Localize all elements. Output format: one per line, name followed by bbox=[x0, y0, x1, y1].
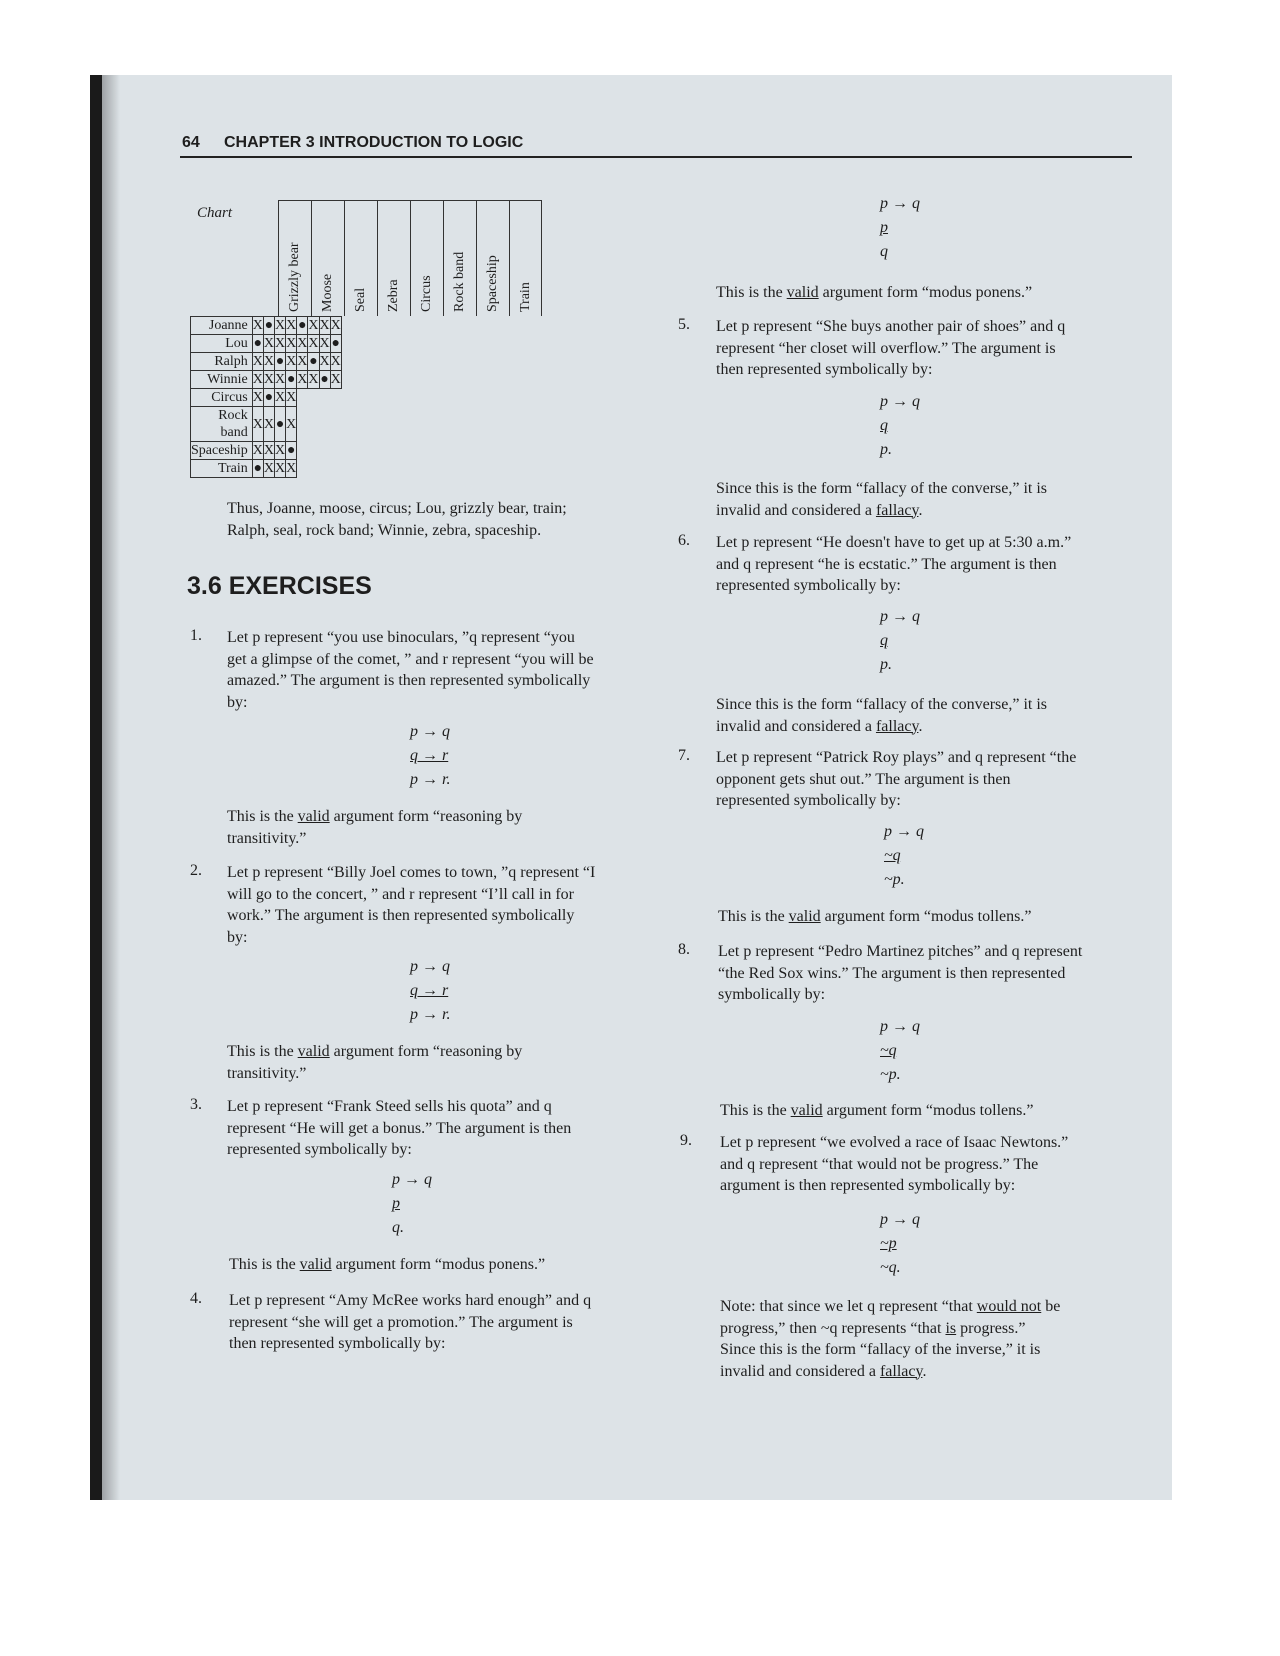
comment-text: This is the bbox=[718, 908, 789, 925]
exercise-text bbox=[718, 941, 1082, 1006]
chart-cell: X bbox=[252, 354, 263, 369]
chart-row bbox=[191, 353, 342, 371]
premise-1: p → q bbox=[410, 723, 450, 740]
exercise-text bbox=[227, 627, 594, 713]
chart-column-header bbox=[410, 200, 443, 316]
exercise-comment bbox=[716, 282, 1032, 304]
chart-cell: X bbox=[275, 372, 286, 387]
empty-cell bbox=[330, 407, 341, 442]
chart-cell: X bbox=[275, 461, 286, 476]
header-rule bbox=[180, 156, 1132, 158]
empty-cell bbox=[330, 442, 341, 460]
chart-cell: X bbox=[330, 354, 341, 369]
row-label: Joanne bbox=[191, 317, 253, 335]
comment-text: argument form “reasoning by bbox=[329, 1043, 523, 1060]
empty-cell bbox=[308, 442, 319, 460]
chart-cell: X bbox=[297, 354, 308, 369]
comment-text: This is the bbox=[716, 284, 787, 301]
chart-cell: X bbox=[319, 336, 330, 351]
argument-form bbox=[884, 820, 934, 892]
note-underlined: would not bbox=[976, 1298, 1042, 1315]
exercise-comment bbox=[227, 1041, 522, 1084]
column-label: Moose bbox=[320, 273, 335, 312]
comment-text: argument form “modus tollens.” bbox=[820, 908, 1032, 925]
exercise-number: 4. bbox=[190, 1290, 202, 1307]
premise-2: ~p bbox=[880, 1235, 897, 1252]
argument-form bbox=[392, 1168, 436, 1240]
text-line: argument is then represented symbolically by: bbox=[720, 1177, 1016, 1194]
premise-2: q → r bbox=[410, 982, 449, 999]
valid-word: valid bbox=[790, 1102, 823, 1119]
chart-cell: X bbox=[308, 318, 319, 333]
column-label: Train bbox=[517, 282, 533, 312]
argument-form bbox=[410, 955, 450, 1027]
chart-label: Chart bbox=[197, 205, 233, 221]
text-line: represented symbolically by: bbox=[227, 1141, 412, 1158]
chart-cell: X bbox=[286, 390, 297, 405]
text-line: then represented symbolically by: bbox=[716, 361, 933, 378]
comment-text: transitivity.” bbox=[227, 829, 307, 847]
text-line: Let p represent “He doesn't have to get up at 5:30 a.m.” bbox=[716, 534, 1072, 551]
comment-text: invalid and considered a bbox=[716, 717, 876, 735]
note-text: progress.” bbox=[956, 1319, 1026, 1337]
premise-2: q → r bbox=[410, 747, 449, 764]
exercise-number: 8. bbox=[678, 941, 690, 958]
conclusion: ~p. bbox=[884, 871, 905, 888]
comment-text: argument form “modus ponens.” bbox=[818, 284, 1033, 301]
empty-cell bbox=[308, 460, 319, 478]
note-text: progress,” then ~q represents “that bbox=[720, 1319, 946, 1337]
empty-cell bbox=[319, 442, 330, 460]
empty-cell bbox=[297, 442, 308, 460]
conclusion: ~p. bbox=[880, 1066, 901, 1083]
comment-text: argument form “reasoning by bbox=[329, 808, 523, 825]
empty-cell bbox=[319, 460, 330, 478]
premise-1: p → q bbox=[880, 195, 920, 212]
chart-column-header bbox=[476, 200, 509, 316]
page-number: 64 bbox=[182, 134, 200, 151]
comment-text: This is the bbox=[720, 1102, 791, 1119]
text-line: by: bbox=[227, 693, 248, 711]
exercise-number: 1. bbox=[190, 627, 202, 644]
conclusion: q. bbox=[392, 1219, 404, 1236]
text-line: by: bbox=[227, 928, 248, 946]
argument-form bbox=[880, 1208, 930, 1280]
empty-cell bbox=[308, 407, 319, 442]
empty-cell bbox=[308, 389, 319, 407]
chart-cell: X bbox=[252, 318, 263, 333]
chart-cell: X bbox=[330, 372, 341, 387]
empty-cell bbox=[319, 389, 330, 407]
exercise-note bbox=[720, 1296, 1060, 1382]
exercise-comment bbox=[718, 906, 1031, 928]
exercise-comment bbox=[720, 1100, 1033, 1122]
exercise-number: 6. bbox=[678, 532, 690, 549]
row-label: Train bbox=[191, 460, 253, 478]
chart-cell: X bbox=[308, 336, 319, 351]
fallacy-word: fallacy bbox=[875, 717, 919, 735]
chart-cell: ● bbox=[275, 354, 285, 369]
conclusion: p. bbox=[880, 656, 892, 673]
text-line: work.” The argument is then represented symbolically bbox=[227, 907, 575, 924]
column-label: Circus bbox=[419, 275, 434, 312]
empty-cell bbox=[297, 407, 308, 442]
chart-cell: X bbox=[297, 372, 308, 387]
column-label: Seal bbox=[353, 287, 368, 312]
premise-2: ~q bbox=[880, 1042, 897, 1059]
premise-1: p → q bbox=[880, 1018, 920, 1035]
row-label: Spaceship bbox=[191, 442, 253, 460]
exercise-number: 9. bbox=[680, 1132, 692, 1149]
exercise-number: 5. bbox=[678, 316, 690, 333]
exercise-number: 7. bbox=[678, 747, 690, 764]
text-line: then represented symbolically by: bbox=[229, 1335, 446, 1352]
chart-cell: ● bbox=[264, 318, 274, 333]
comment-text: . bbox=[918, 501, 923, 519]
chart-column-header bbox=[377, 200, 410, 316]
exercise-comment bbox=[227, 806, 522, 849]
note-underlined: is bbox=[945, 1319, 957, 1337]
chart-row bbox=[191, 407, 342, 442]
chart-column-header bbox=[344, 200, 377, 316]
row-label: Winnie bbox=[191, 371, 253, 389]
exercise-text bbox=[227, 1096, 571, 1161]
exercise-text bbox=[716, 532, 1071, 597]
text-line: Let p represent “She buys another pair of shoes” and q bbox=[716, 318, 1066, 335]
exercise-text bbox=[716, 316, 1065, 381]
column-label: Zebra bbox=[386, 279, 401, 312]
chapter-title: CHAPTER 3 INTRODUCTION TO LOGIC bbox=[224, 134, 524, 151]
chart-column-header bbox=[278, 200, 311, 316]
text-line: and q represent “that would not be progress.” The bbox=[720, 1155, 1039, 1173]
text-line: “the Red Sox wins.” The argument is then represented bbox=[718, 964, 1066, 982]
chart-cell: ● bbox=[286, 372, 296, 387]
fallacy-word: fallacy bbox=[875, 501, 919, 519]
chart-cell: X bbox=[252, 407, 263, 442]
chart-cell: ● bbox=[253, 336, 263, 351]
text-line: represented symbolically by: bbox=[716, 577, 901, 594]
chart-row bbox=[191, 389, 342, 407]
text-line: Let p represent “Amy McRee works hard enough” and q bbox=[229, 1292, 592, 1309]
conclusion: p. bbox=[880, 441, 892, 458]
comment-text: argument form “modus tollens.” bbox=[822, 1102, 1034, 1119]
chart-grid bbox=[190, 316, 342, 478]
premise-2: p bbox=[392, 1195, 400, 1212]
chart-cell: X bbox=[275, 318, 286, 333]
chart-cell: X bbox=[263, 372, 275, 387]
empty-cell bbox=[330, 389, 341, 407]
chart-cell: ● bbox=[320, 372, 329, 387]
argument-form bbox=[880, 192, 924, 264]
valid-word: valid bbox=[297, 808, 330, 825]
premise-2: q bbox=[880, 417, 888, 434]
chart-cell: ● bbox=[264, 390, 274, 405]
text-line: represent “her closet will overflow.” The argument is bbox=[716, 339, 1056, 357]
valid-word: valid bbox=[299, 1256, 332, 1273]
row-label: Lou bbox=[191, 335, 253, 353]
exercise-text bbox=[227, 862, 595, 948]
chart-cell: ● bbox=[331, 336, 340, 351]
text-line: represent “He will get a bonus.” The argument is then bbox=[227, 1119, 572, 1137]
chart-column-header bbox=[509, 200, 542, 316]
comment-text: Since this is the form “fallacy of the converse,” it is bbox=[716, 480, 1048, 497]
premise-1: p → q bbox=[880, 1211, 920, 1228]
empty-cell bbox=[319, 407, 330, 442]
exercise-text bbox=[716, 747, 1076, 812]
premise-1: p → q bbox=[880, 608, 920, 625]
text-line: represent “she will get a promotion.” The argument is bbox=[229, 1313, 573, 1331]
exercise-comment bbox=[716, 694, 1047, 737]
page-header bbox=[182, 134, 1130, 156]
row-label: Ralph bbox=[191, 353, 253, 371]
conclusion-line: Ralph, seal, rock band; Winnie, zebra, spaceship. bbox=[227, 521, 542, 539]
exercise-text bbox=[229, 1290, 591, 1355]
exercise-comment bbox=[716, 478, 1047, 521]
note-text: be bbox=[1041, 1298, 1061, 1315]
text-line: symbolically by: bbox=[718, 986, 826, 1003]
chart-cell: ● bbox=[298, 318, 307, 333]
exercise-comment bbox=[229, 1254, 545, 1276]
comment-text: This is the bbox=[227, 808, 298, 825]
chart-cell: ● bbox=[253, 461, 263, 476]
comment-text: invalid and considered a bbox=[716, 501, 876, 519]
note-text: invalid and considered a bbox=[720, 1362, 880, 1380]
chart-cell: X bbox=[330, 318, 341, 333]
chart-cell: X bbox=[263, 354, 275, 369]
text-line: get a glimpse of the comet, ” and r represent “you will be bbox=[227, 650, 594, 668]
conclusion: p → r. bbox=[410, 1006, 451, 1023]
text-line: Let p represent “we evolved a race of Isaac Newtons.” bbox=[720, 1134, 1069, 1151]
exercise-number: 3. bbox=[190, 1096, 202, 1113]
premise-1: p → q bbox=[884, 823, 924, 840]
text-line: will go to the concert, ” and r represent “I’ll call in for bbox=[227, 885, 574, 903]
chart-row bbox=[191, 460, 342, 478]
note-text: . bbox=[922, 1362, 927, 1380]
binding-shadow bbox=[90, 75, 102, 1500]
chart-cell: X bbox=[319, 354, 330, 369]
chart-cell: X bbox=[252, 372, 263, 387]
valid-word: valid bbox=[788, 908, 821, 925]
premise-1: p → q bbox=[392, 1171, 432, 1188]
empty-cell bbox=[297, 460, 308, 478]
column-label: Spaceship bbox=[485, 255, 500, 312]
chart-cell: X bbox=[263, 407, 274, 442]
note-text: Since this is the form “fallacy of the inverse,” it is bbox=[720, 1341, 1041, 1358]
valid-word: valid bbox=[297, 1043, 330, 1060]
chart-cell: ● bbox=[275, 407, 286, 442]
chart-column-header bbox=[443, 200, 476, 316]
argument-form bbox=[880, 605, 924, 677]
comment-text: This is the bbox=[227, 1043, 298, 1060]
premise-1: p → q bbox=[880, 393, 920, 410]
text-line: Let p represent “Frank Steed sells his quota” and q bbox=[227, 1098, 552, 1115]
conclusion: ~q. bbox=[880, 1259, 901, 1276]
comment-text: This is the bbox=[229, 1256, 300, 1273]
comment-text: Since this is the form “fallacy of the converse,” it is bbox=[716, 696, 1048, 713]
argument-form bbox=[410, 720, 450, 792]
chart-cell: X bbox=[263, 443, 275, 458]
column-label: Rock band bbox=[452, 251, 467, 312]
chart-cell: X bbox=[286, 354, 297, 369]
chart-conclusion bbox=[227, 498, 567, 541]
chart-row bbox=[191, 335, 342, 353]
chart-cell: X bbox=[275, 336, 286, 351]
premise-2: p bbox=[880, 219, 888, 236]
row-label: Circus bbox=[191, 389, 253, 407]
section-heading: 3.6 EXERCISES bbox=[187, 572, 372, 600]
chart-cell: X bbox=[286, 461, 297, 476]
text-line: Let p represent “Patrick Roy plays” and q represent “the bbox=[716, 749, 1077, 766]
chart-cell: X bbox=[275, 443, 286, 458]
comment-text: argument form “modus ponens.” bbox=[331, 1256, 546, 1273]
chart-cell: X bbox=[275, 390, 286, 405]
row-label: Rock band bbox=[191, 407, 253, 442]
chart-cell: X bbox=[286, 407, 297, 442]
chart-cell: X bbox=[263, 336, 275, 351]
chart-cell: X bbox=[286, 336, 297, 351]
chart-cell: X bbox=[263, 461, 275, 476]
chart-row bbox=[191, 371, 342, 389]
premise-2: q bbox=[880, 632, 888, 649]
chart-cell: ● bbox=[286, 443, 296, 458]
empty-cell bbox=[330, 460, 341, 478]
chart-cell: X bbox=[252, 443, 263, 458]
chart-cell: X bbox=[308, 372, 319, 387]
fallacy-word: fallacy bbox=[879, 1362, 923, 1380]
conclusion: q bbox=[880, 243, 888, 260]
argument-form bbox=[880, 1015, 930, 1087]
text-line: Let p represent “Pedro Martinez pitches” and q represent bbox=[718, 943, 1083, 960]
text-line: Let p represent “you use binoculars, ”q represent “you bbox=[227, 629, 575, 646]
text-line: opponent gets shut out.” The argument is then bbox=[716, 770, 1011, 788]
premise-2: ~q bbox=[884, 847, 901, 864]
chart-column-header bbox=[311, 200, 344, 316]
conclusion-line: Thus, Joanne, moose, circus; Lou, grizzly bear, train; bbox=[227, 500, 567, 517]
exercise-text bbox=[720, 1132, 1068, 1197]
chart-row bbox=[191, 317, 342, 335]
comment-text: transitivity.” bbox=[227, 1064, 307, 1082]
column-label: Grizzly bear bbox=[287, 242, 302, 312]
text-line: represented symbolically by: bbox=[716, 792, 901, 809]
text-line: amazed.” The argument is then represented symbolically bbox=[227, 672, 591, 689]
chart-row bbox=[191, 442, 342, 460]
argument-form bbox=[880, 390, 924, 462]
valid-word: valid bbox=[786, 284, 819, 301]
text-line: Let p represent “Billy Joel comes to town, ”q represent “I bbox=[227, 864, 596, 881]
chart-cell: X bbox=[252, 390, 263, 405]
note-text: Note: that since we let q represent “that bbox=[720, 1298, 977, 1315]
empty-cell bbox=[297, 389, 308, 407]
text-line: and q represent “he is ecstatic.” The argument is then bbox=[716, 555, 1057, 573]
chart-cell: X bbox=[286, 318, 297, 333]
binding-gradient bbox=[102, 75, 120, 1500]
premise-1: p → q bbox=[410, 958, 450, 975]
exercise-number: 2. bbox=[190, 862, 202, 879]
comment-text: . bbox=[918, 717, 923, 735]
chart-cell: X bbox=[319, 318, 330, 333]
conclusion: p → r. bbox=[410, 771, 451, 788]
chart-cell: ● bbox=[309, 354, 318, 369]
chart-cell: X bbox=[297, 336, 308, 351]
